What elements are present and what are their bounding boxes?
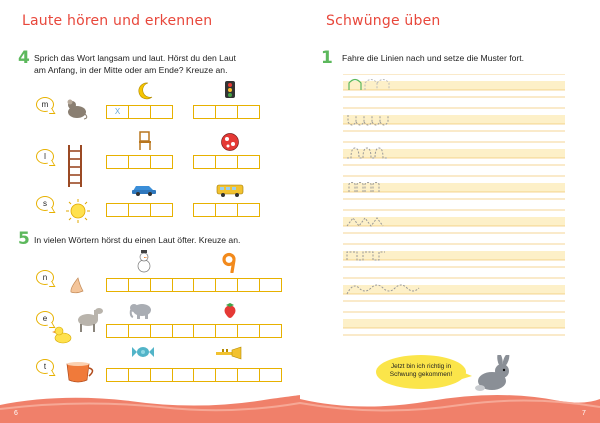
writing-line-2 (343, 108, 565, 131)
answer-boxes-n-left (107, 278, 195, 292)
page-number-right: 7 (582, 410, 586, 417)
answer-box[interactable] (193, 155, 216, 169)
answer-boxes-l-left (107, 155, 173, 169)
answer-box[interactable] (150, 324, 173, 338)
answer-box[interactable] (106, 324, 129, 338)
speech-bubble (376, 355, 466, 389)
page-number-left: 6 (14, 410, 18, 417)
nine-icon (222, 251, 238, 273)
answer-box[interactable] (128, 278, 151, 292)
answer-box[interactable] (215, 105, 238, 119)
letter-bubble-t: t (36, 359, 54, 374)
task-4-text-line-2: am Anfang, in der Mitte oder am Ende? Kreuze an. (34, 65, 228, 75)
answer-boxes-t-right (194, 368, 282, 382)
answer-box[interactable] (193, 105, 216, 119)
task-4-number: 4 (18, 48, 30, 68)
task-1-number: 1 (321, 48, 333, 68)
answer-box[interactable] (259, 324, 282, 338)
task-4-text-line-1: Sprich das Wort langsam und laut. Hörst du den Laut (34, 53, 236, 63)
answer-boxes-m-right (194, 105, 260, 119)
ball-icon (220, 132, 240, 152)
letter-bubble-n: n (36, 270, 54, 285)
answer-box[interactable] (215, 203, 238, 217)
answer-box[interactable] (237, 368, 260, 382)
right-page-title: Schwünge üben (326, 13, 441, 29)
answer-box-mark[interactable]: X (106, 105, 129, 119)
answer-boxes-e-right (194, 324, 282, 338)
duck-icon (52, 323, 74, 345)
letter-bubble-e: e (36, 311, 54, 326)
trumpet-icon (214, 346, 242, 360)
answer-box[interactable] (106, 203, 129, 217)
answer-box[interactable] (215, 324, 238, 338)
answer-box[interactable] (128, 368, 151, 382)
answer-box[interactable] (106, 368, 129, 382)
traffic-light-icon (222, 80, 238, 102)
answer-boxes-s-left (107, 203, 173, 217)
answer-boxes-m-left (107, 105, 173, 119)
speech-text-line-1: Jetzt bin ich richtig in (390, 363, 452, 370)
answer-box[interactable] (150, 203, 173, 217)
answer-box[interactable] (193, 203, 216, 217)
writing-line-3 (343, 142, 565, 165)
task-5-number: 5 (18, 229, 30, 249)
task-4-instruction (34, 52, 294, 76)
writing-line-8 (343, 312, 565, 335)
answer-box[interactable] (193, 324, 216, 338)
writing-line-6 (343, 244, 565, 267)
strawberry-icon (222, 301, 238, 319)
answer-box[interactable] (128, 324, 151, 338)
ladder-icon (66, 144, 84, 188)
answer-box[interactable] (259, 278, 282, 292)
answer-box[interactable] (172, 368, 195, 382)
answer-boxes-s-right (194, 203, 260, 217)
writing-lines (343, 74, 565, 346)
answer-box[interactable] (193, 278, 216, 292)
elephant-icon (128, 300, 154, 320)
cup-icon (64, 360, 98, 384)
answer-box[interactable] (150, 105, 173, 119)
letter-bubble-m: m (36, 97, 54, 112)
answer-boxes-n-right (194, 278, 282, 292)
task-5-instruction: In vielen Wörtern hörst du einen Laut öfter. Kreuze an. (34, 235, 241, 245)
answer-box[interactable] (128, 203, 151, 217)
writing-line-4 (343, 176, 565, 199)
task-1-instruction: Fahre die Linien nach und setze die Muster fort. (342, 53, 525, 63)
answer-box[interactable] (150, 278, 173, 292)
answer-box[interactable] (128, 155, 151, 169)
answer-boxes-e-left (107, 324, 195, 338)
letter-bubble-l: l (36, 149, 54, 164)
answer-box[interactable] (193, 368, 216, 382)
writing-line-1 (343, 74, 565, 97)
answer-box[interactable] (172, 324, 195, 338)
snowman-icon (134, 250, 154, 274)
answer-box[interactable] (237, 105, 260, 119)
answer-box[interactable] (128, 105, 151, 119)
left-page-title: Laute hören und erkennen (22, 13, 213, 29)
answer-box[interactable] (237, 155, 260, 169)
answer-box[interactable] (106, 278, 129, 292)
nose-icon (66, 276, 86, 296)
answer-box[interactable] (237, 203, 260, 217)
writing-line-7 (343, 278, 565, 301)
answer-box[interactable] (215, 368, 238, 382)
chair-icon (137, 131, 153, 151)
answer-box[interactable] (237, 278, 260, 292)
sun-icon (66, 199, 90, 223)
answer-box[interactable] (237, 324, 260, 338)
answer-box[interactable] (215, 155, 238, 169)
mouse-icon (64, 98, 90, 120)
candy-icon (131, 344, 155, 360)
answer-box[interactable] (150, 155, 173, 169)
car-icon (131, 182, 157, 196)
bus-icon (216, 183, 244, 197)
answer-box[interactable] (259, 368, 282, 382)
footer-wave (0, 385, 600, 423)
writing-line-5 (343, 210, 565, 233)
moon-icon (136, 81, 154, 101)
answer-box[interactable] (150, 368, 173, 382)
letter-bubble-s: s (36, 196, 54, 211)
speech-text-line-2: Schwung gekommen! (389, 371, 453, 378)
answer-box[interactable] (215, 278, 238, 292)
answer-boxes-l-right (194, 155, 260, 169)
answer-boxes-t-left (107, 368, 195, 382)
answer-box[interactable] (172, 278, 195, 292)
answer-box[interactable] (106, 155, 129, 169)
